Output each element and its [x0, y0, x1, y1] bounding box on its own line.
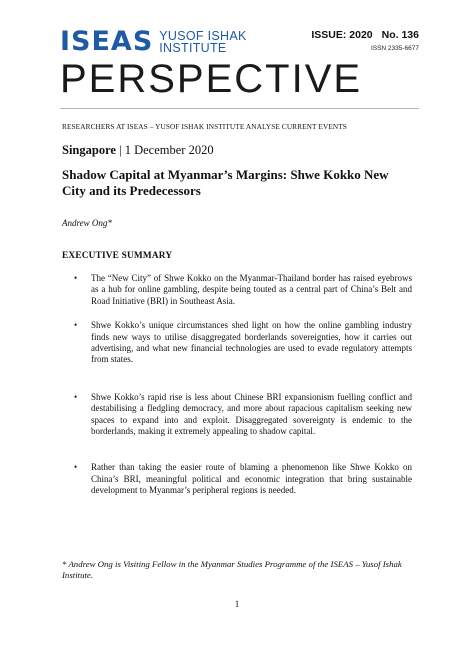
bullet-icon: • [74, 320, 78, 331]
location: Singapore [62, 143, 116, 157]
summary-list [62, 273, 412, 497]
logo-line-2: INSTITUTE [159, 40, 227, 55]
list-item [62, 392, 412, 438]
list-item-text: Shwe Kokko’s unique circumstances shed light on how the online gambling industry finds new ways to utilise disaggregated borderlands sovereignties, how it carries out advertising, and what new financial technologies are used to evade regulatory attempts from states. [91, 320, 412, 365]
header-divider [60, 108, 419, 109]
list-item-text: Shwe Kokko’s rapid rise is less about Chinese BRI expansionism fuelling conflict and destabilising a fledgling democracy, and more about rapacious capitalism seeking new spaces to expand into and exploit. Disaggregated sovereignty is endemic to the borderlands, making it extremely appealing to shadow capital. [91, 391, 412, 437]
date-separator: | [115, 143, 125, 157]
logo-line-1: YUSOF ISHAK [159, 28, 247, 43]
series-title: PERSPECTIVE [60, 57, 363, 101]
author: Andrew Ong* [62, 218, 112, 228]
issue-info [311, 29, 419, 41]
logo-mark: ISEAS [60, 26, 154, 57]
issn: ISSN 2335-6677 [370, 45, 419, 52]
author-footnote: * Andrew Ong is Visiting Fellow in the Myanmar Studies Programme of the ISEAS – Yusof Ishak Institute. [62, 559, 402, 581]
iseas-logo [60, 28, 247, 55]
list-item [62, 462, 412, 496]
article-title: Shadow Capital at Myanmar’s Margins: Shwe Kokko New City and its Predecessors [62, 167, 389, 198]
bullet-icon: • [74, 273, 78, 283]
list-item [62, 273, 412, 307]
bullet-icon: • [74, 462, 78, 473]
dateline [62, 143, 214, 158]
summary-heading: EXECUTIVE SUMMARY [62, 251, 173, 261]
list-item [62, 320, 412, 366]
logo-text [159, 30, 246, 54]
list-item-text: Rather than taking the easier route of blaming a phenomenon like Shwe Kokko on China’s BRI, meaningful political and economic integration that bring sustainable development to Myanmar’s peripheral regions is needed. [91, 462, 412, 496]
page-number: 1 [234, 599, 240, 609]
list-item-text: The “New City” of Shwe Kokko on the Myanmar-Thailand border has raised eyebrows as a hub for online gambling, despite being touted as a central part of China’s Belt and Road Initiative (BRI) in Southeast Asia. [91, 273, 412, 306]
tagline: RESEARCHERS AT ISEAS – YUSOF ISHAK INSTITUTE ANALYSE CURRENT EVENTS [62, 122, 347, 131]
issue-number: No. 136 [381, 29, 419, 41]
date: 1 December 2020 [124, 143, 214, 157]
issue-label: ISSUE: 2020 [311, 29, 373, 41]
bullet-icon: • [74, 391, 78, 402]
